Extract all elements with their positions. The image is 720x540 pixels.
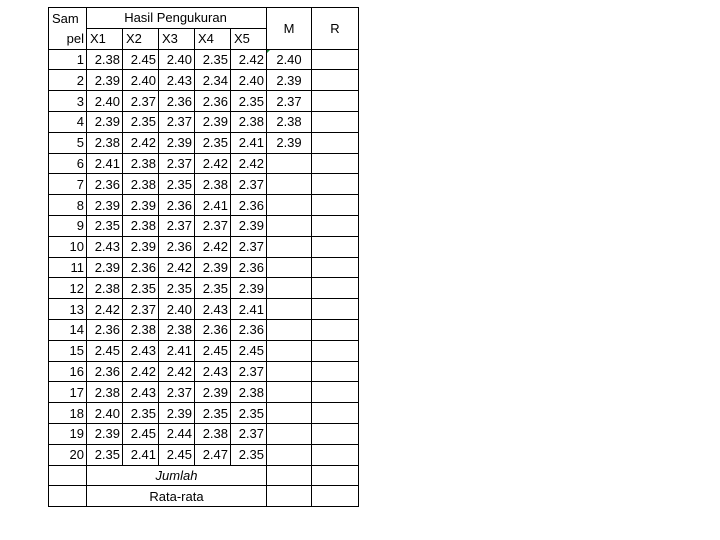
measurement-cell-x3[interactable]: 2.36 (159, 195, 195, 216)
sample-header-bottom[interactable]: pel (49, 28, 87, 49)
measurement-cell-x2[interactable]: 2.38 (123, 319, 159, 340)
average-label[interactable]: Rata-rata (87, 486, 267, 507)
measurement-cell-x5[interactable]: 2.37 (231, 236, 267, 257)
measurement-cell-x4[interactable]: 2.35 (195, 49, 231, 70)
range-cell[interactable] (312, 382, 359, 403)
range-cell[interactable] (312, 132, 359, 153)
measurement-cell-x5[interactable]: 2.39 (231, 278, 267, 299)
sample-number-cell[interactable]: 18 (49, 403, 87, 424)
measurement-cell-x1[interactable]: 2.39 (87, 195, 123, 216)
measurement-cell-x3[interactable]: 2.40 (159, 49, 195, 70)
mean-cell[interactable] (267, 403, 312, 424)
table-row (49, 299, 359, 320)
measurement-cell-x1[interactable]: 2.35 (87, 215, 123, 236)
mean-cell[interactable] (267, 319, 312, 340)
sample-number-cell[interactable]: 3 (49, 91, 87, 112)
measurement-cell-x3[interactable]: 2.39 (159, 132, 195, 153)
table-row (49, 91, 359, 112)
total-mean-cell[interactable] (267, 465, 312, 486)
table-row (49, 444, 359, 465)
range-cell[interactable] (312, 299, 359, 320)
measurement-cell-x4[interactable]: 2.41 (195, 195, 231, 216)
table-row (49, 382, 359, 403)
measurement-cell-x2[interactable]: 2.35 (123, 403, 159, 424)
range-cell[interactable] (312, 403, 359, 424)
mean-cell[interactable] (267, 423, 312, 444)
measurement-cell-x2[interactable]: 2.41 (123, 444, 159, 465)
measurement-cell-x4[interactable]: 2.42 (195, 236, 231, 257)
measurement-cell-x1[interactable]: 2.36 (87, 174, 123, 195)
sample-number-cell[interactable]: 2 (49, 70, 87, 91)
table-row (49, 174, 359, 195)
mean-cell[interactable] (267, 257, 312, 278)
sample-number-cell[interactable]: 16 (49, 361, 87, 382)
sample-number-cell[interactable]: 13 (49, 299, 87, 320)
measurement-cell-x2[interactable]: 2.35 (123, 278, 159, 299)
measurement-cell-x5[interactable]: 2.36 (231, 195, 267, 216)
mean-cell[interactable] (267, 236, 312, 257)
measurement-cell-x3[interactable]: 2.41 (159, 340, 195, 361)
table-row (49, 340, 359, 361)
range-cell[interactable] (312, 70, 359, 91)
measurement-cell-x4[interactable]: 2.37 (195, 215, 231, 236)
measurement-cell-x2[interactable]: 2.35 (123, 111, 159, 132)
table-row (49, 132, 359, 153)
measurement-cell-x3[interactable]: 2.35 (159, 174, 195, 195)
mean-cell[interactable] (267, 215, 312, 236)
range-cell[interactable] (312, 153, 359, 174)
measurement-cell-x3[interactable]: 2.36 (159, 236, 195, 257)
measurement-cell-x4[interactable]: 2.35 (195, 278, 231, 299)
column-header-x1[interactable]: X1 (87, 28, 123, 49)
measurement-cell-x1[interactable]: 2.45 (87, 340, 123, 361)
column-header-x4[interactable]: X4 (195, 28, 231, 49)
measurement-cell-x1[interactable]: 2.39 (87, 257, 123, 278)
table-row (49, 215, 359, 236)
mean-cell[interactable] (267, 174, 312, 195)
table-row (49, 49, 359, 70)
measurement-cell-x5[interactable]: 2.39 (231, 215, 267, 236)
measurement-cell-x5[interactable]: 2.41 (231, 299, 267, 320)
sample-number-cell[interactable]: 6 (49, 153, 87, 174)
header-row-1 (49, 8, 359, 29)
measurement-cell-x2[interactable]: 2.37 (123, 91, 159, 112)
table-row (49, 111, 359, 132)
measurement-cell-x4[interactable]: 2.38 (195, 423, 231, 444)
measurement-cell-x1[interactable]: 2.39 (87, 111, 123, 132)
measurement-cell-x1[interactable]: 2.38 (87, 382, 123, 403)
measurement-cell-x3[interactable]: 2.44 (159, 423, 195, 444)
mean-cell[interactable]: 2.38 (267, 111, 312, 132)
measurement-cell-x2[interactable]: 2.38 (123, 215, 159, 236)
measurement-cell-x3[interactable]: 2.42 (159, 361, 195, 382)
range-cell[interactable] (312, 91, 359, 112)
measurement-cell-x3[interactable]: 2.39 (159, 403, 195, 424)
measurement-cell-x5[interactable]: 2.37 (231, 361, 267, 382)
measurement-cell-x5[interactable]: 2.36 (231, 319, 267, 340)
table-row (49, 361, 359, 382)
table-row (49, 236, 359, 257)
range-cell[interactable] (312, 215, 359, 236)
range-cell[interactable] (312, 361, 359, 382)
range-header[interactable]: R (312, 8, 359, 50)
table-row (49, 195, 359, 216)
measurement-cell-x2[interactable]: 2.38 (123, 174, 159, 195)
measurement-cell-x2[interactable]: 2.37 (123, 299, 159, 320)
measurement-cell-x2[interactable]: 2.42 (123, 132, 159, 153)
measurement-cell-x1[interactable]: 2.36 (87, 361, 123, 382)
measurement-cell-x1[interactable]: 2.40 (87, 91, 123, 112)
mean-cell[interactable]: 2.37 (267, 91, 312, 112)
range-cell[interactable] (312, 236, 359, 257)
measurement-cell-x4[interactable]: 2.39 (195, 257, 231, 278)
average-row-blank-cell[interactable] (49, 486, 87, 507)
measurement-cell-x2[interactable]: 2.39 (123, 195, 159, 216)
mean-cell[interactable] (267, 153, 312, 174)
table-row (49, 403, 359, 424)
measurement-cell-x1[interactable]: 2.38 (87, 49, 123, 70)
measurement-cell-x3[interactable]: 2.38 (159, 319, 195, 340)
measurement-cell-x3[interactable]: 2.37 (159, 215, 195, 236)
sample-number-cell[interactable]: 4 (49, 111, 87, 132)
average-mean-cell[interactable] (267, 486, 312, 507)
mean-cell[interactable] (267, 340, 312, 361)
measurement-cell-x4[interactable]: 2.43 (195, 361, 231, 382)
column-header-x2[interactable]: X2 (123, 28, 159, 49)
table-row (49, 70, 359, 91)
table-row (49, 423, 359, 444)
measurement-cell-x1[interactable]: 2.40 (87, 403, 123, 424)
measurement-cell-x4[interactable]: 2.47 (195, 444, 231, 465)
measurement-cell-x3[interactable]: 2.43 (159, 70, 195, 91)
measurement-cell-x2[interactable]: 2.43 (123, 382, 159, 403)
total-label[interactable]: Jumlah (87, 465, 267, 486)
measurement-cell-x3[interactable]: 2.42 (159, 257, 195, 278)
measurement-cell-x1[interactable]: 2.36 (87, 319, 123, 340)
mean-cell[interactable] (267, 195, 312, 216)
measurement-cell-x5[interactable]: 2.42 (231, 153, 267, 174)
measurement-cell-x4[interactable]: 2.45 (195, 340, 231, 361)
measurement-cell-x2[interactable]: 2.36 (123, 257, 159, 278)
measurement-cell-x4[interactable]: 2.35 (195, 403, 231, 424)
measurement-cell-x2[interactable]: 2.39 (123, 236, 159, 257)
table-row (49, 153, 359, 174)
range-cell[interactable] (312, 423, 359, 444)
measurement-cell-x3[interactable]: 2.37 (159, 382, 195, 403)
measurement-cell-x4[interactable]: 2.38 (195, 174, 231, 195)
column-header-x5[interactable]: X5 (231, 28, 267, 49)
measurement-cell-x4[interactable]: 2.39 (195, 111, 231, 132)
measurement-cell-x1[interactable]: 2.41 (87, 153, 123, 174)
range-cell[interactable] (312, 340, 359, 361)
sample-number-cell[interactable]: 20 (49, 444, 87, 465)
sample-number-cell[interactable]: 9 (49, 215, 87, 236)
total-row-blank-cell[interactable] (49, 465, 87, 486)
table-row (49, 319, 359, 340)
measurement-cell-x4[interactable]: 2.36 (195, 319, 231, 340)
measurement-cell-x5[interactable]: 2.37 (231, 423, 267, 444)
range-cell[interactable] (312, 444, 359, 465)
range-cell[interactable] (312, 111, 359, 132)
mean-cell[interactable]: 2.39 (267, 70, 312, 91)
sample-number-cell[interactable]: 10 (49, 236, 87, 257)
measurement-cell-x5[interactable]: 2.45 (231, 340, 267, 361)
measurement-cell-x5[interactable]: 2.38 (231, 111, 267, 132)
sample-number-cell[interactable]: 17 (49, 382, 87, 403)
sample-number-cell[interactable]: 7 (49, 174, 87, 195)
mean-cell[interactable] (267, 444, 312, 465)
sample-number-cell[interactable]: 12 (49, 278, 87, 299)
sample-number-cell[interactable]: 14 (49, 319, 87, 340)
range-cell[interactable] (312, 319, 359, 340)
measurement-cell-x3[interactable]: 2.40 (159, 299, 195, 320)
measurement-cell-x4[interactable]: 2.39 (195, 382, 231, 403)
measurement-cell-x2[interactable]: 2.43 (123, 340, 159, 361)
measurement-cell-x2[interactable]: 2.42 (123, 361, 159, 382)
range-cell[interactable] (312, 257, 359, 278)
measurement-cell-x1[interactable]: 2.43 (87, 236, 123, 257)
sample-number-cell[interactable]: 19 (49, 423, 87, 444)
measurement-cell-x4[interactable]: 2.43 (195, 299, 231, 320)
mean-cell[interactable]: 2.40 (267, 49, 312, 70)
sample-number-cell[interactable]: 15 (49, 340, 87, 361)
measurement-cell-x3[interactable]: 2.37 (159, 153, 195, 174)
measurement-table (48, 7, 359, 507)
measurement-cell-x3[interactable]: 2.45 (159, 444, 195, 465)
measurement-cell-x1[interactable]: 2.38 (87, 278, 123, 299)
mean-cell[interactable] (267, 382, 312, 403)
table-row (49, 278, 359, 299)
measurement-cell-x4[interactable]: 2.36 (195, 91, 231, 112)
measurement-title[interactable]: Hasil Pengukuran (87, 8, 267, 29)
measurement-cell-x5[interactable]: 2.35 (231, 444, 267, 465)
sample-number-cell[interactable]: 1 (49, 49, 87, 70)
average-range-cell[interactable] (312, 486, 359, 507)
measurement-cell-x5[interactable]: 2.35 (231, 91, 267, 112)
measurement-cell-x4[interactable]: 2.35 (195, 132, 231, 153)
measurement-cell-x4[interactable]: 2.42 (195, 153, 231, 174)
measurement-cell-x5[interactable]: 2.42 (231, 49, 267, 70)
column-header-x3[interactable]: X3 (159, 28, 195, 49)
sample-number-cell[interactable]: 5 (49, 132, 87, 153)
measurement-cell-x2[interactable]: 2.40 (123, 70, 159, 91)
measurement-cell-x1[interactable]: 2.39 (87, 423, 123, 444)
mean-cell[interactable] (267, 278, 312, 299)
range-cell[interactable] (312, 195, 359, 216)
measurement-cell-x1[interactable]: 2.38 (87, 132, 123, 153)
measurement-cell-x2[interactable]: 2.45 (123, 49, 159, 70)
measurement-cell-x1[interactable]: 2.35 (87, 444, 123, 465)
table-row (49, 257, 359, 278)
measurement-cell-x3[interactable]: 2.35 (159, 278, 195, 299)
mean-cell[interactable] (267, 299, 312, 320)
sample-number-cell[interactable]: 8 (49, 195, 87, 216)
measurement-cell-x1[interactable]: 2.42 (87, 299, 123, 320)
sample-number-cell[interactable]: 11 (49, 257, 87, 278)
measurement-cell-x3[interactable]: 2.36 (159, 91, 195, 112)
sample-header-top[interactable]: Sam (49, 8, 87, 29)
measurement-cell-x2[interactable]: 2.45 (123, 423, 159, 444)
total-row (49, 465, 359, 486)
measurement-cell-x5[interactable]: 2.40 (231, 70, 267, 91)
mean-cell[interactable]: 2.39 (267, 132, 312, 153)
measurement-cell-x5[interactable]: 2.41 (231, 132, 267, 153)
measurement-cell-x5[interactable]: 2.37 (231, 174, 267, 195)
measurement-cell-x5[interactable]: 2.35 (231, 403, 267, 424)
measurement-cell-x5[interactable]: 2.36 (231, 257, 267, 278)
range-cell[interactable] (312, 49, 359, 70)
measurement-cell-x4[interactable]: 2.34 (195, 70, 231, 91)
average-row (49, 486, 359, 507)
range-cell[interactable] (312, 278, 359, 299)
total-range-cell[interactable] (312, 465, 359, 486)
mean-cell[interactable] (267, 361, 312, 382)
measurement-cell-x3[interactable]: 2.37 (159, 111, 195, 132)
range-cell[interactable] (312, 174, 359, 195)
measurement-cell-x5[interactable]: 2.38 (231, 382, 267, 403)
measurement-cell-x1[interactable]: 2.39 (87, 70, 123, 91)
mean-header[interactable]: M (267, 8, 312, 50)
measurement-cell-x2[interactable]: 2.38 (123, 153, 159, 174)
